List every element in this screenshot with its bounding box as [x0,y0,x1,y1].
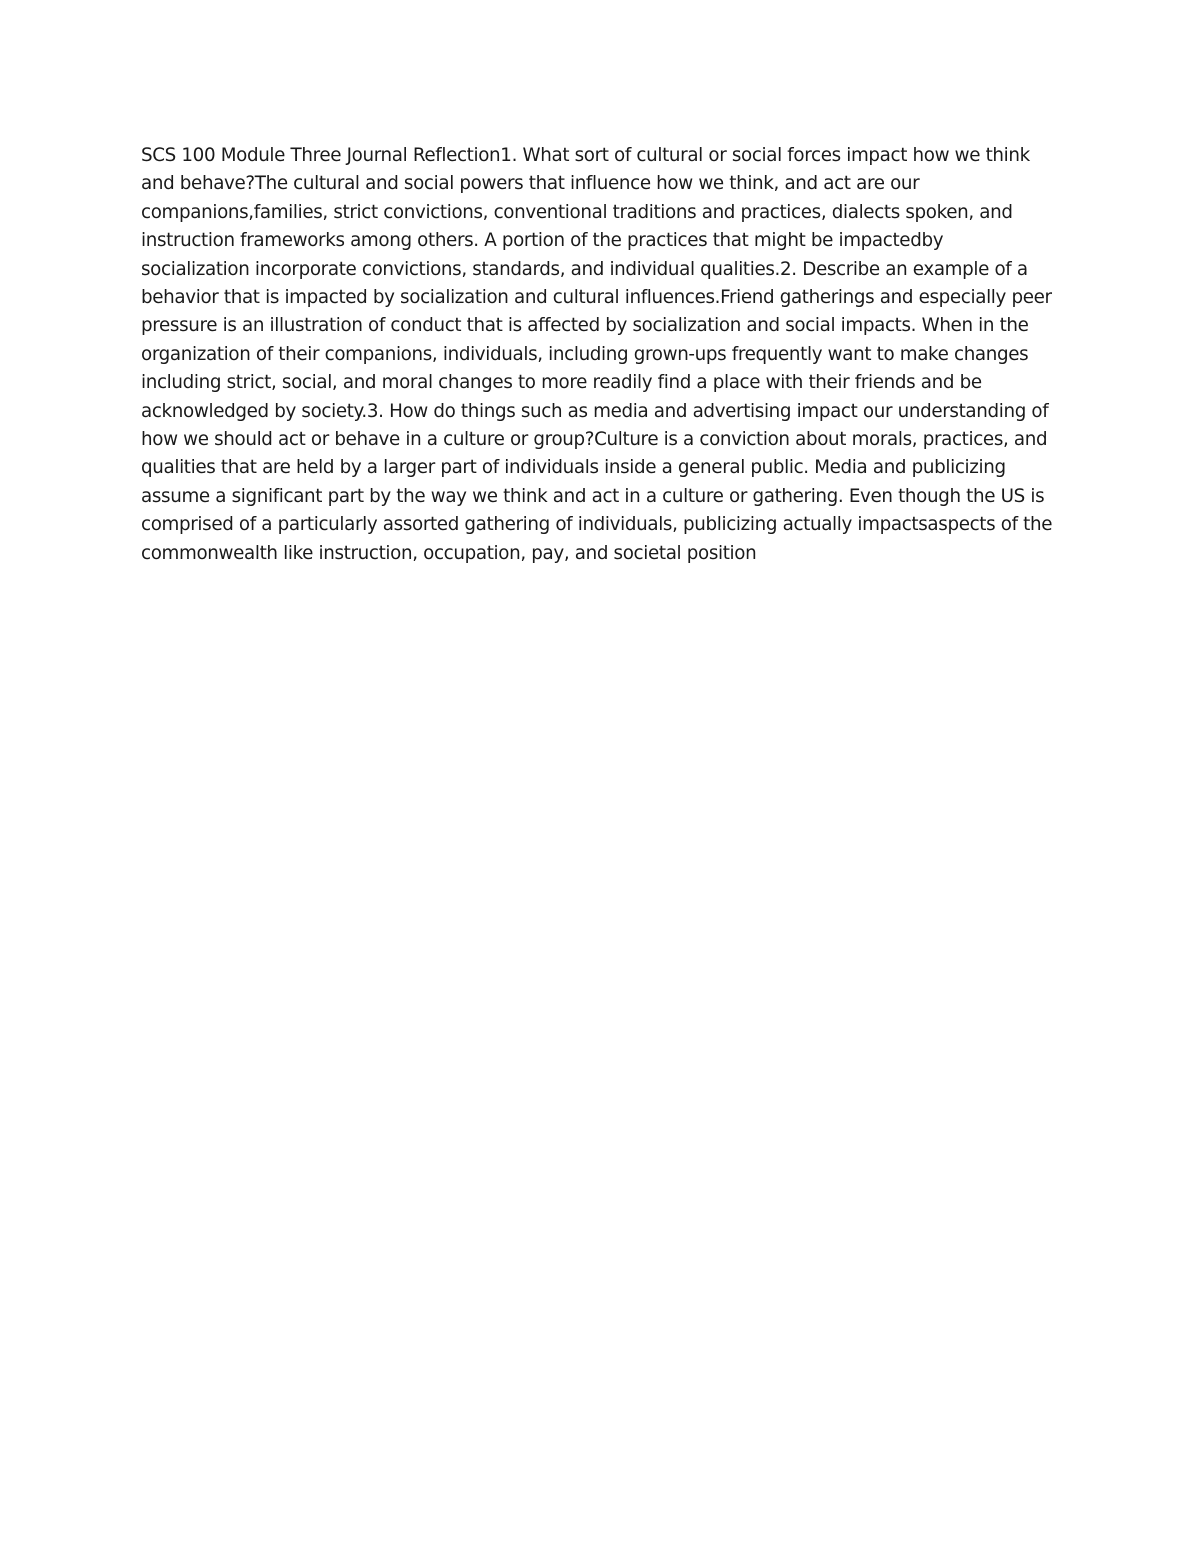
document-body-text: SCS 100 Module Three Journal Reflection1. What sort of cultural or social forces impact how we think and behave?The cultural and social powers that influence how we think, and act are our companions,families, strict convictions, conventional traditions and practices, dialects spoken, and instruction frameworks among others. A portion of the practices that might be impactedby socialization incorporate convictions, standards, and individual qualities.2. Describe an example of a behavior that is impacted by socialization and cultural influences.Friend gatherings and especially peer pressure is an illustration of conduct that is affected by socialization and social impacts. When in the organization of their companions, individuals, including grown-ups frequently want to make changes including strict, social, and moral changes to more readily find a place with their friends and be acknowledged by society.3. How do things such as media and advertising impact our understanding of how we should act or behave in a culture or group?Culture is a conviction about morals, practices, and qualities that are held by a larger part of individuals inside a general public. Media and publicizing assume a significant part by the way we think and act in a culture or gathering. Even though the US is comprised of a particularly assorted gathering of individuals, publicizing actually impactsaspects of the commonwealth like instruction, occupation, pay, and societal position [141,145,1053,564]
